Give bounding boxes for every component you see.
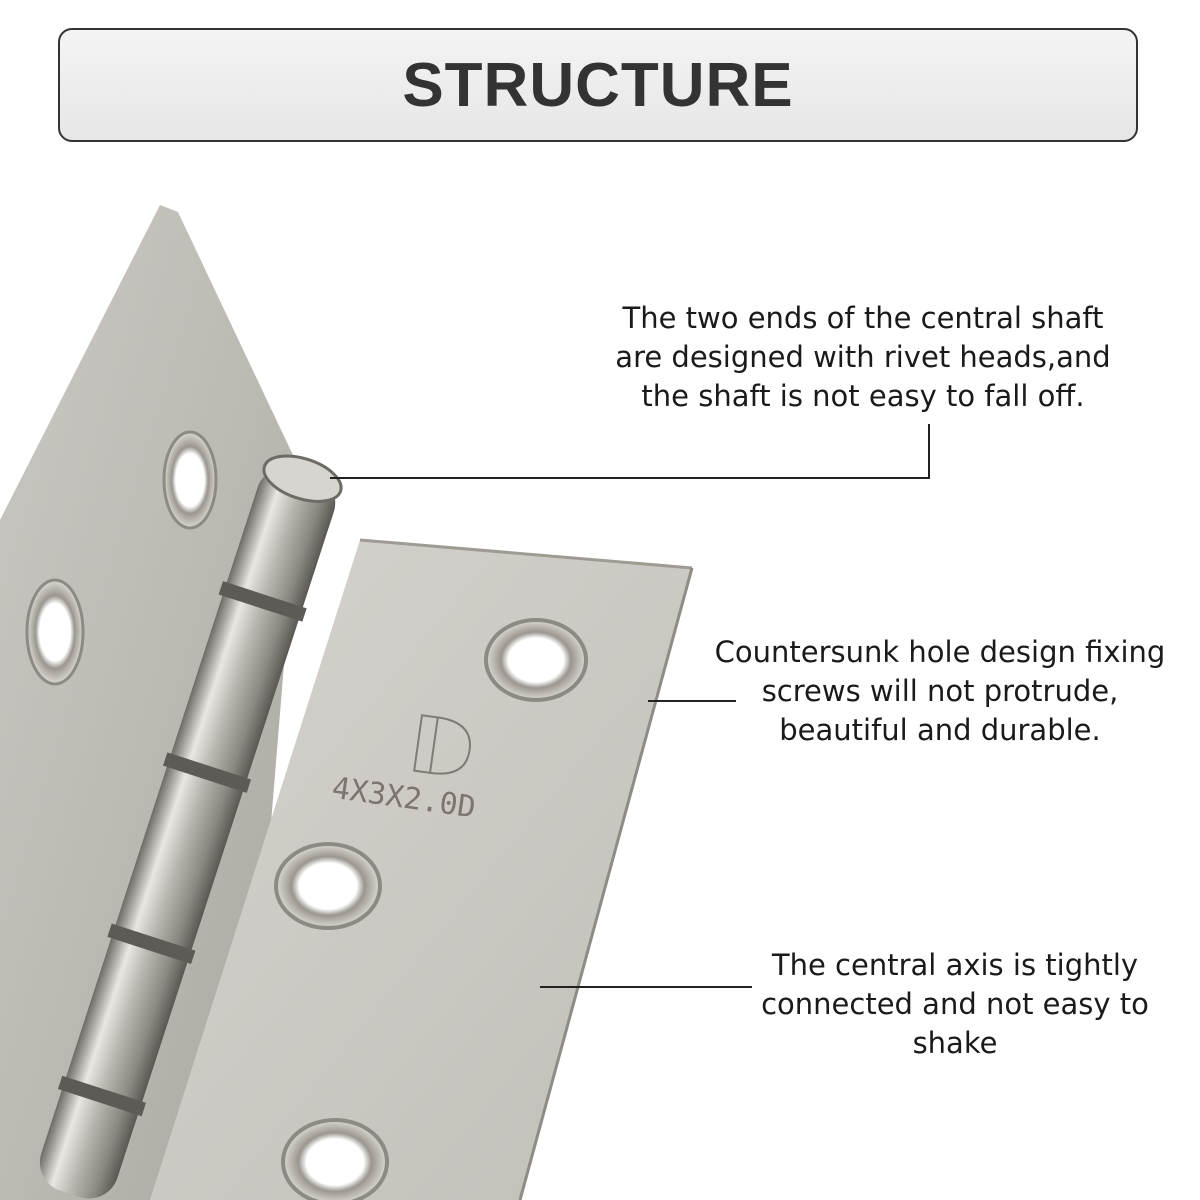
callout-line — [330, 477, 930, 479]
countersunk-hole — [283, 1120, 387, 1200]
callout-shaft: The two ends of the central shaft are designed with rivet heads,and the shaft is not easy to fall off. — [615, 301, 1111, 413]
callout-line — [928, 424, 930, 478]
callout-axis: The central axis is tightly connected and not easy to shake — [761, 948, 1149, 1060]
callout-line — [540, 986, 752, 988]
callout-line — [648, 700, 736, 702]
page-title: STRUCTURE — [402, 50, 794, 120]
screw-hole — [164, 432, 216, 528]
screw-hole — [27, 580, 83, 684]
callout-holes: Countersunk hole design fixing screws will not protrude, beautiful and durable. — [714, 635, 1166, 747]
countersunk-hole — [276, 844, 380, 928]
stamp-text: 4X3X2.0D — [329, 770, 478, 826]
countersunk-hole — [486, 620, 586, 700]
